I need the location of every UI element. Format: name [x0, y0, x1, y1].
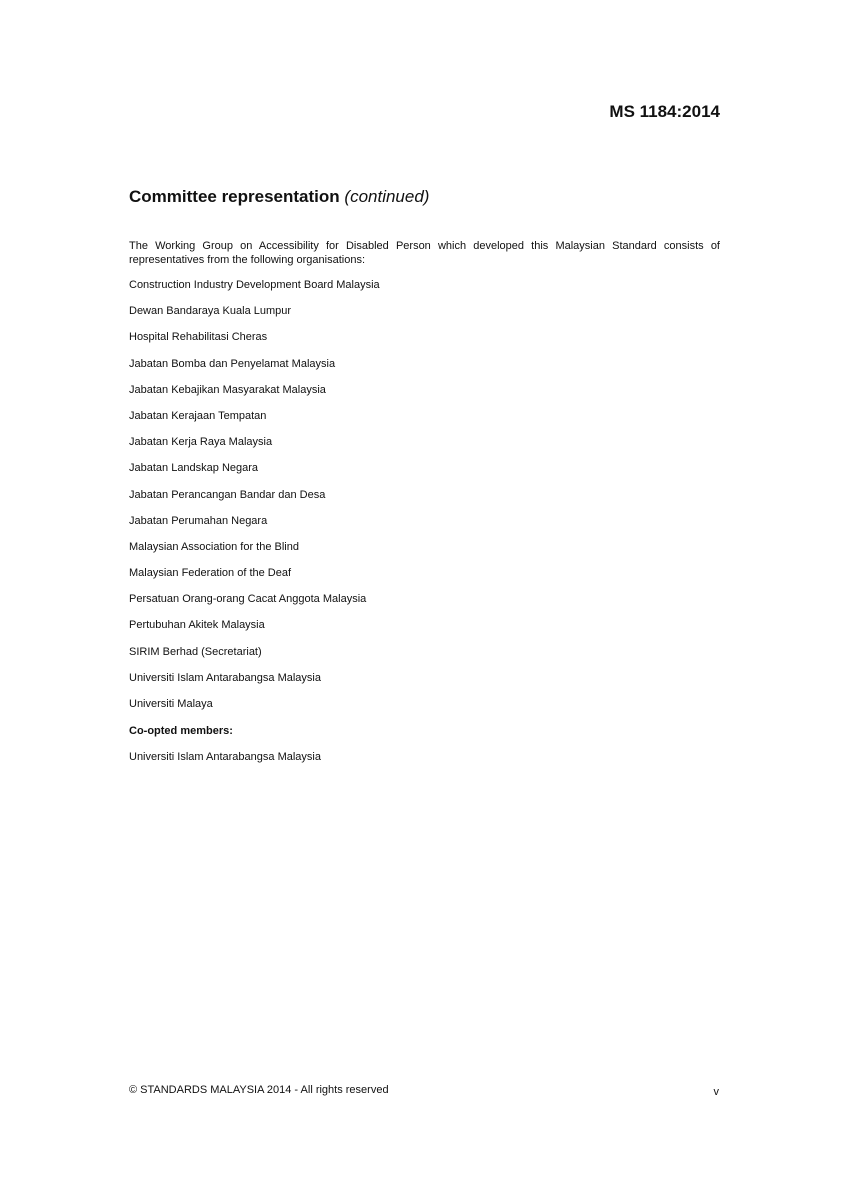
organisation-item: SIRIM Berhad (Secretariat) [129, 645, 262, 658]
organisation-item: Jabatan Perancangan Bandar dan Desa [129, 488, 326, 501]
organisation-item: Jabatan Bomba dan Penyelamat Malaysia [129, 357, 336, 370]
organisation-item: Dewan Bandaraya Kuala Lumpur [129, 305, 292, 318]
organisation-item: Jabatan Landskap Negara [129, 462, 259, 475]
coopted-member-item: Universiti Islam Antarabangsa Malaysia [129, 751, 321, 763]
organisation-item: Malaysian Federation of the Deaf [129, 567, 292, 580]
section-title: Committee representation [129, 187, 340, 206]
organisation-item: Pertubuhan Akitek Malaysia [129, 619, 265, 632]
organisation-item: Persatuan Orang-orang Cacat Anggota Malaysia [129, 593, 367, 606]
organisation-item: Universiti Malaya [129, 698, 213, 710]
intro-paragraph: The Working Group on Accessibility for Disabled Person which developed this Malaysian Standard consists of representatives from the following organisations: [129, 240, 720, 266]
page-number: v [713, 1086, 719, 1098]
document-code: MS 1184:2014 [609, 102, 720, 121]
coopted-members-label: Co-opted members: [129, 725, 233, 737]
organisation-item: Jabatan Kerja Raya Malaysia [129, 436, 273, 449]
section-title-suffix: (continued) [344, 187, 430, 206]
organisation-item: Universiti Islam Antarabangsa Malaysia [129, 671, 321, 684]
footer-copyright: © STANDARDS MALAYSIA 2014 - All rights reserved [129, 1084, 389, 1096]
organisation-item: Construction Industry Development Board Malaysia [129, 279, 380, 291]
organisation-item: Jabatan Kebajikan Masyarakat Malaysia [129, 383, 326, 396]
organisation-list [129, 279, 380, 724]
coopted-member-list [129, 751, 321, 764]
organisation-item: Jabatan Kerajaan Tempatan [129, 409, 267, 422]
organisation-item: Malaysian Association for the Blind [129, 540, 299, 553]
section-heading [129, 187, 429, 207]
organisation-item: Hospital Rehabilitasi Cheras [129, 331, 268, 344]
organisation-item: Jabatan Perumahan Negara [129, 514, 268, 527]
